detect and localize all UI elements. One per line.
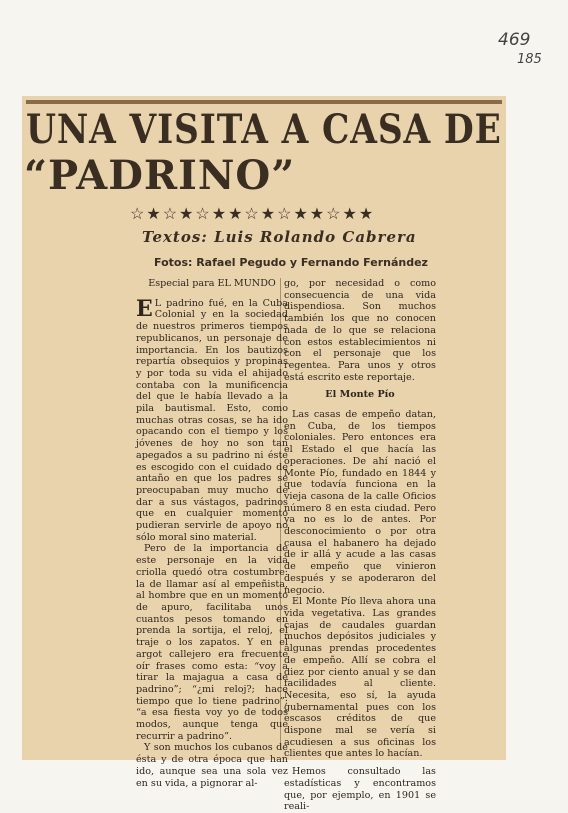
handwritten-page-number: 469 — [498, 30, 531, 50]
paragraph-7: Hemos consultado las estadísticas y encontramos que, por ejemplo, en 1901 se reali- — [284, 766, 436, 813]
handwritten-secondary-number: 185 — [517, 52, 542, 67]
texts-credit: Textos: Luis Rolando Cabrera — [142, 228, 417, 246]
paragraph-2: Pero de la importancia de este personaje en la vida criolla quedó otra costumbre: la de llamar así al empeñista, al hombre que en un momento de apuro, facilitaba unos cuantos pesos tomando en prenda la sortija, el reloj, el traje o los zapatos. Y en el argot callejero era frecuente oír frases como esta: “voy a tirar la majagua a casa de padrino”; “¿mi reloj?; hace tiempo que lo tiene padrino”; “a esa fiesta voy yo de todos modos, aunque tenga que recurrir a padrino”. — [136, 543, 288, 742]
headline-line-1: UNA VISITA A CASA DE — [26, 106, 502, 153]
article-column-1 — [136, 278, 288, 789]
top-rule — [26, 100, 502, 104]
article-column-2 — [284, 278, 436, 813]
subheading: El Monte Pío — [325, 389, 395, 401]
paragraph-5: Las casas de empeño datan, en Cuba, de los tiempos coloniales. Pero entonces era el Estado el que hacía las operaciones. De ahí nació el Monte Pío, fundado en 1844 y que todavía funciona en la vieja casona de la calle Oficios número 8 en esta ciudad. Pero ya no es lo de antes. Por desconocimiento o por otra causa el habanero ha dejado de ir allá y acude a las casas de empeño que vinieron después y se apoderaron del negocio. — [284, 409, 436, 596]
paragraph-1 — [136, 295, 288, 544]
paragraph-6: El Monte Pío lleva ahora una vida vegetativa. Las grandes cajas de caudales guardan muchos depósitos judiciales y algunas prendas procedentes de empeño. Allí se cobra el diez por ciento anual y se dan facilidades al cliente. Necesita, eso sí, la ayuda gubernamental pues con los escasos créditos de que dispone mal se vería si acudiesen a sus oficinas los clientes que antes lo hacían. — [284, 596, 436, 760]
special-line: Especial para EL MUNDO — [148, 278, 276, 289]
star-ornament: ☆★☆★☆★★☆★☆★★☆★★ — [130, 204, 376, 223]
drop-cap: E — [136, 295, 153, 322]
headline-line-2: “PADRINO” — [24, 152, 296, 199]
paragraph-4: go, por necesidad o como consecuencia de una vida dispendiosa. Son muchos también los que no conocen nada de lo que se relaciona con estos establecimientos ni con el personaje que los regentea. Para unos y otros está escrito este reportaje. — [284, 278, 436, 383]
paragraph-3: Y son muchos los cubanos de ésta y de otra época que han ido, aunque sea una sola vez en su vida, a pignorar al- — [136, 742, 288, 789]
paragraph-1-text: L padrino fué, en la Cuba Colonial y en la sociedad de nuestros primeros tiempos republicanos, un personaje de importancia. En los bautizos repartía obsequios y propinas y por toda su vida el ahijado contaba con la munificencia del que le había llevado a la pila bautismal. Esto, como muchas otras cosas, se ha ido opacando con el tiempo y los jóvenes de hoy no son tan apegados a su padrino ni éste es escogido con el cuidado de antaño en que los padres se preocupaban muy mucho de dar a sus vástagos, padrinos que en cualquier momento pudieran servirle de apoyo no sólo moral sino material. — [136, 297, 288, 543]
photos-credit: Fotos: Rafael Pegudo y Fernando Fernández — [154, 256, 428, 269]
